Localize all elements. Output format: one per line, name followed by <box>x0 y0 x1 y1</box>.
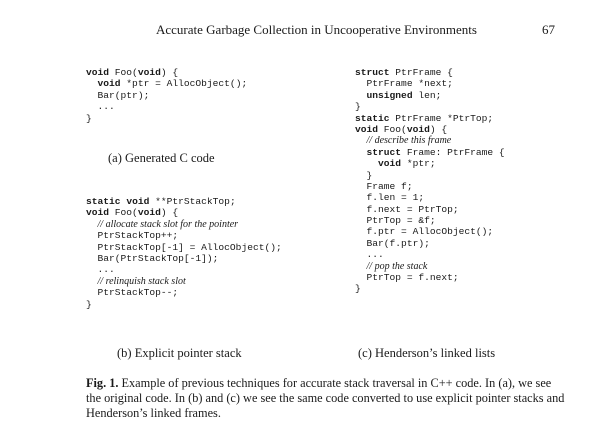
code-line <box>355 215 505 226</box>
code-line <box>355 261 505 272</box>
code-text: ... <box>355 249 384 261</box>
code-line <box>86 78 247 89</box>
code-comment: // allocate stack slot for the pointer <box>97 218 239 230</box>
code-text: f.len = 1; <box>355 192 425 204</box>
code-line <box>355 78 505 89</box>
code-text: **PtrStackTop; <box>149 196 236 207</box>
code-text: f.ptr = AllocObject(); <box>355 226 494 238</box>
code-comment: // relinquish stack slot <box>97 275 186 287</box>
code-keyword: void <box>378 158 402 170</box>
code-line <box>355 135 505 146</box>
code-keyword: void <box>406 123 430 135</box>
code-keyword: struct <box>366 146 402 158</box>
code-line <box>86 242 282 253</box>
code-text: Frame f; <box>355 180 413 192</box>
code-comment: // pop the stack <box>366 260 428 272</box>
code-line <box>355 90 505 101</box>
code-text: Bar(ptr); <box>86 89 150 101</box>
code-text: ) { <box>429 123 448 135</box>
code-text: Foo( <box>378 123 407 135</box>
code-text: ... <box>86 101 115 113</box>
code-text: ) { <box>160 67 179 78</box>
figure-caption <box>86 376 566 421</box>
code-line <box>355 204 505 215</box>
code-text: PtrStackTop--; <box>86 287 179 299</box>
code-line <box>355 192 505 203</box>
code-keyword: void <box>86 207 110 219</box>
code-line <box>86 276 282 287</box>
code-keyword: void <box>137 207 161 219</box>
code-line <box>86 90 247 101</box>
code-listing-a <box>86 67 247 124</box>
running-head-title: Accurate Garbage Collection in Uncooperative Environments <box>156 22 477 37</box>
code-text: Bar(f.ptr); <box>355 237 430 249</box>
code-line <box>86 253 282 264</box>
code-line <box>86 230 282 241</box>
code-listing-c <box>355 67 505 295</box>
code-line <box>86 113 247 124</box>
code-line <box>86 207 282 218</box>
code-keyword: void <box>126 196 150 207</box>
code-keyword: void <box>355 123 379 135</box>
code-keyword: void <box>97 78 121 90</box>
code-line <box>355 147 505 158</box>
code-listing-b <box>86 196 282 310</box>
code-text <box>355 90 367 101</box>
code-text: Bar(PtrStackTop[-1]); <box>86 252 219 264</box>
code-text: PtrStackTop++; <box>86 230 179 242</box>
code-text: } <box>355 101 361 113</box>
code-text: } <box>355 283 361 295</box>
code-text: Frame: PtrFrame { <box>401 146 505 158</box>
code-line <box>355 181 505 192</box>
code-text: Foo( <box>109 67 138 78</box>
code-text: *ptr = AllocObject(); <box>120 78 248 90</box>
code-text <box>86 78 98 89</box>
code-text <box>86 276 98 287</box>
code-line <box>86 219 282 230</box>
code-comment: // describe this frame <box>366 135 452 147</box>
code-keyword: static <box>86 196 121 207</box>
code-text: *ptr; <box>401 158 436 170</box>
code-text: Foo( <box>109 207 138 219</box>
code-line <box>355 124 505 135</box>
code-keyword: unsigned <box>366 89 413 101</box>
code-line <box>355 158 505 169</box>
code-text: ... <box>86 264 115 276</box>
code-line <box>86 287 282 298</box>
code-line <box>355 238 505 249</box>
subcaption-b: (b) Explicit pointer stack <box>117 346 242 360</box>
code-text <box>86 219 98 230</box>
code-line <box>86 101 247 112</box>
code-text: len; <box>412 89 442 101</box>
code-text: ) { <box>160 207 179 219</box>
code-text: PtrFrame *PtrTop; <box>389 112 494 124</box>
code-line <box>86 67 247 78</box>
code-text: PtrFrame *next; <box>355 78 453 90</box>
code-line <box>355 249 505 260</box>
code-text: PtrTop = f.next; <box>355 272 459 284</box>
code-text: PtrTop = &f; <box>355 215 436 227</box>
code-text: } <box>86 298 92 310</box>
code-text: f.next = PtrTop; <box>355 203 459 215</box>
subcaption-c: (c) Henderson’s linked lists <box>358 346 496 360</box>
code-text <box>355 158 378 169</box>
code-line <box>355 170 505 181</box>
code-line <box>355 67 505 78</box>
code-text <box>355 261 367 272</box>
code-text <box>355 135 367 146</box>
code-text: } <box>355 169 373 181</box>
code-keyword: struct <box>355 67 390 78</box>
subcaption-a: (a) Generated C code <box>108 151 215 165</box>
page-number: 67 <box>542 22 555 37</box>
code-text <box>355 147 367 158</box>
code-text: } <box>86 112 92 124</box>
code-line <box>86 196 282 207</box>
code-line <box>355 272 505 283</box>
code-line <box>86 299 282 310</box>
code-line <box>355 101 505 112</box>
code-line <box>355 226 505 237</box>
figure-caption-text: Example of previous techniques for accurate stack traversal in C++ code. In (a), we see the original code. In (b) and (c) we see the same code converted to use explicit pointer stacks and Henderson’s linked frames. <box>86 376 565 420</box>
figure-label: Fig. 1. <box>86 376 119 390</box>
code-line <box>355 113 505 124</box>
code-line <box>86 264 282 275</box>
running-head <box>0 22 600 42</box>
code-line <box>355 283 505 294</box>
code-text: PtrStackTop[-1] = AllocObject(); <box>86 241 282 253</box>
code-keyword: static <box>355 112 390 124</box>
code-keyword: void <box>137 67 161 78</box>
code-keyword: void <box>86 67 110 78</box>
code-text: PtrFrame { <box>389 67 453 78</box>
